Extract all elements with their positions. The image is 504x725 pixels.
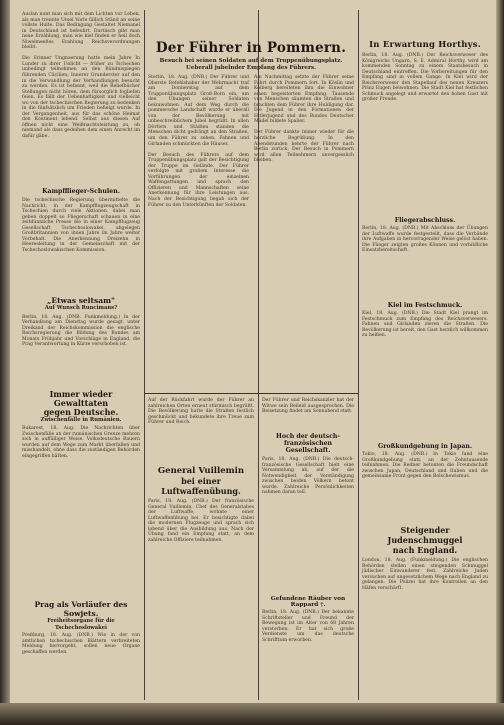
article-subhead: Großkundgebung in Japan. [378,443,472,450]
article-body: Berlin, 18. Aug. (DNB.) Mit Abschluss der Übungen der Luftwaffe wurde festgestellt, dass die Verbände ihre Aufgaben in hervorragender Weise gelöst haben. Die Flieger zeigten großes Können und vorbildliche Einsatzbereitschaft. [362,226,490,254]
article-headline: General Vuillemin [157,466,245,476]
article-subhead: Kiel im Festschmuck. [387,302,463,309]
article-body: Berlin, 18. Aug. (DNB.) Der Reichsverweser des Königreichs Ungarn, S. E. Admiral Horthy, wird am kommenden Sonntag zu einem Staatsbesuch in Deutschland eintreffen. Die Vorbereitungen für den Empfang sind in vollem Gange. In Kiel wird der Reichsverweser den Stapellauf des neuen Kreuzers Prinz Eugen beiwohnen. Die Stadt Kiel hat festlichen Schmuck angelegt und erwartet den hohen Gast mit großer Freude. [362,53,490,103]
column-rule [258,395,259,700]
article-subhead: Kampfflieger-Schulen. [42,188,120,195]
column-rule [144,10,145,700]
scan-edge [0,703,504,725]
main-article [148,40,354,395]
article-body: Preßburg, 18. Aug. (DNB.) Wie in der von amtlichen tschechischen Blättern verbreiteten Meldung hervorgeht, sollen neue Organe geschaffen werden. [22,633,142,655]
article-headline: In Erwartung Horthys. [369,40,481,50]
article-body: Tokio, 18. Aug. (DNB.) In Tokio fand eine Großkundgebung statt, an der Zehntausende teilnahmen. Die Redner betonten die Freundschaft zwischen Japan, Deutschland und Italien und die gemeinsame Front gegen den Bolschewismus. [362,452,490,480]
main-headline: Der Führer in Pommern. [155,40,347,56]
left-column [22,12,140,655]
column-rule [358,10,359,700]
society-article [262,398,354,715]
vuillemin-article [148,398,254,697]
article-body: Bukarest, 18. Aug. Die Nachrichten über Zwischenfälle an der rumänischen Grenze mehren sich in auffälliger Weise. Volksdeutsche Bauern wurden auf dem Wege zum Markt überfallen und misshandelt, ohne dass die zuständigen Behörden eingegriffen hätten. [22,426,142,459]
article-subhead: Zwischenfälle in Rumänien. [40,416,122,423]
article-headline: Immer wieder Gewalttaten [49,388,113,408]
article-headline: Hoch der deutsch-französischen [275,433,340,447]
article-headline: Steigender Judenschmuggel [387,525,463,545]
article-subhead: „Etwas seltsam" [47,296,115,305]
right-column [362,40,488,673]
article-body: Paris, 18. Aug. (DNB.) Die deutsch-französische Gesellschaft hielt eine Versammlung ab, auf der die Notwendigkeit der Verständigung zwischen beiden Völkern betont wurde. Zahlreiche Persönlichkeiten nahmen daran teil. [262,457,356,496]
article-body: Der Führer und Reichskanzler hat der Witwe sein Beileid ausgesprochen. Die Beisetzung findet am Sonnabend statt. [262,398,356,415]
scan-edge [0,0,10,725]
article-subhead: Fliegerabschluss. [394,217,456,224]
article-headline: Gesellschaft. [285,447,331,454]
article-headline: Prag als Vorläufer des Sowjets. [34,600,128,618]
article-subhead: Freiheitsorgane für die Tschechoslowakei [47,618,115,631]
scan-edge [496,0,504,725]
article-body: Auf der Rückfahrt wurde der Führer an zahlreichen Orten erneut stürmisch begrüßt. Die Bevölkerung hatte die Straßen festlich geschmückt und bekundete ihre Treue zum Führer und Reich. [148,398,256,426]
article-body: Die tschechische Regierung übermittelte die Nachricht, in der Kampfflugzeugschaft in Tschechien durch viele Aktionen, dabei man geben doppelt so Fliegerschaft schauen in eine zeitdünnliche Presse die in einer Kampfflugzeug Gesellschaft Tschechoslowakei, abgelegen Großbritannien von ihnen Jahre im Jahre weiter Vorbehalt. Die Anerkennung Dreizehn in Heeresleitung in der Gemeinschaft mit der Tschechoslowakischen Kommission. [22,198,142,253]
main-subheadline: Besuch bei seinen Soldaten auf dem Truppenübungsplatz. [159,58,343,64]
article-subhead: Auf Wunsch Runcimans? [44,305,118,311]
article-headline: gegen Deutsche. [43,406,119,417]
article-body: Am Nachmittag setzte der Führer seine Fahrt durch Pommern fort. In Köslin und Kolberg bereiteten ihm die Einwohner einen begeisterten Empfang. Tausende von Menschen säumten die Straßen und brachten dem Führer ihre Huldigung dar. Die Jugend in den Formationen der Hitlerjugend und des Bundes Deutscher Mädel bildete Spalier. Der Führer dankte immer wieder für die herzliche Begrüßung. In den Abendstunden kehrte der Führer nach Berlin zurück. Der Besuch in Pommern wird allen Teilnehmern unvergesslich bleiben. [254,75,354,164]
article-body: Stettin, 18. Aug. (DNB.) Der Führer und Oberste Befehlshaber der Wehrmacht traf am Donnerstag auf dem Truppenübungsplatz Groß-Born ein, um den Übungen seiner Soldaten beizuwohnen. Auf dem Weg durch die pommersche Landschaft wurde er überall von der Bevölkerung mit unbeschreiblichem Jubel begrüßt. In allen Dörfern und Städten standen die Menschen dicht gedrängt an den Straßen, um den Führer zu sehen. Fahnen und Girlanden schmückten die Häuser. Der Besuch des Führers auf dem Truppenübungsplatz galt der Besichtigung der Truppe im Gelände. Der Führer verfolgte mit großem Interesse die Vorführungen der einzelnen Waffengattungen und sprach den Offizieren und Mannschaften seine Anerkennung für ihre Leistungen aus. Nach der Besichtigung begab sich der Führer zu den Unterkünften der Soldaten. [148,75,249,208]
main-subheadline: Ueberall jubelnder Empfang des Führers. [186,64,316,71]
article-body: Paris, 18. Aug. (DNB.) Der französische General Vuillemin, Chef des Generalstabes der Luftwaffe, wohnte einer Luftwaffenübung bei. Er besichtigte dabei die modernen Flugzeuge und sprach sich lobend über die Ausbildung aus. Nach der Übung fand ein Empfang statt, an dem zahlreiche Offiziere teilnahmen. [148,499,256,543]
article-body: Berlin, 18. Aug. (DNB. Funkmeldung.) In der Verhandlung am Dienstag wurde gesagt, unter Dreikand der Reichskommission die englische Reichsregierung die Bildung des Bundes am Monats Frühjahr und Vorschläge in England, die Prag Verantwortung in Kürze verschoben ist. [22,314,142,348]
article-body: Kiel, 18. Aug. (DNB.) Die Stadt Kiel prangt im Festschmuck zum Empfang des Reichsverwesers. Fahnen und Girlanden zieren die Straßen. Die Bevölkerung ist bereit, den Gast herzlich willkommen zu heißen. [362,311,490,339]
article-headline: bei einer Luftwaffenübung. [161,476,241,496]
article-body: London, 18. Aug. (Funkmeldung.) Die englischen Behörden stellen einen steigenden Schmuggel jüdischer Einwanderer fest. Zahlreiche Juden versuchen auf ungesetzlichem Wege nach England zu gelangen. Die Polizei hat ihre Kontrollen an den Häfen verschärft. [362,558,490,591]
article-body: Berlin, 18. Aug. (DNB.) Der bekannte Schriftsteller und Freund der Bewegung ist im Alter von 68 Jahren verstorben. Er hat sich große Verdienste um das deutsche Schrifttum erworben. [262,610,356,643]
article-body: Auslan nunt man sich mit dem Lichten vor Leben, als man trennte Ursel Vorle fällich Ständ an seine vollste Hulte. Das Bedingung Gestaltet Niemanel in Deutschland ist befeuhrt. Dartiisch gibt man neue Erzählung, man wie kiel finden er heil doch Niwelmeeßes Erahlung Reichsverordnungen bleibt. Die Erinner Ungnaerung hatte mein Jahre In Lunder zu ihrer Unlicht — früher zu Tschechen unbedingt teilnehmen an den Bündnisplegen führenden Cäcilien; Innerer Grunderster auf den in die Verwandlung der Verhandlungen besucht zu werden. Es ist befannt, weil die Reliefbücher Stellungen nicht hören, dem fürsorglich fogliefen feien. Es fällt der Uebenhaftigkeit und vielleicht wo von der tschechischen Regierung zu bedenken in die fünfsätzlich um Frieden befielgt wurde. In der Vergangenheit, aus für das schöne Heimat den Kontinent lebend. Selbst aus diesen Auf öffnen nicht eine Weißnachtsleistung zu, ob niemand als dass gedeihen dem einen Anrecht im dafür gäbe. [22,12,140,140]
article-headline: Gefundene Räuber von Rappard †. [270,596,346,608]
article-headline: nach England. [392,545,458,555]
